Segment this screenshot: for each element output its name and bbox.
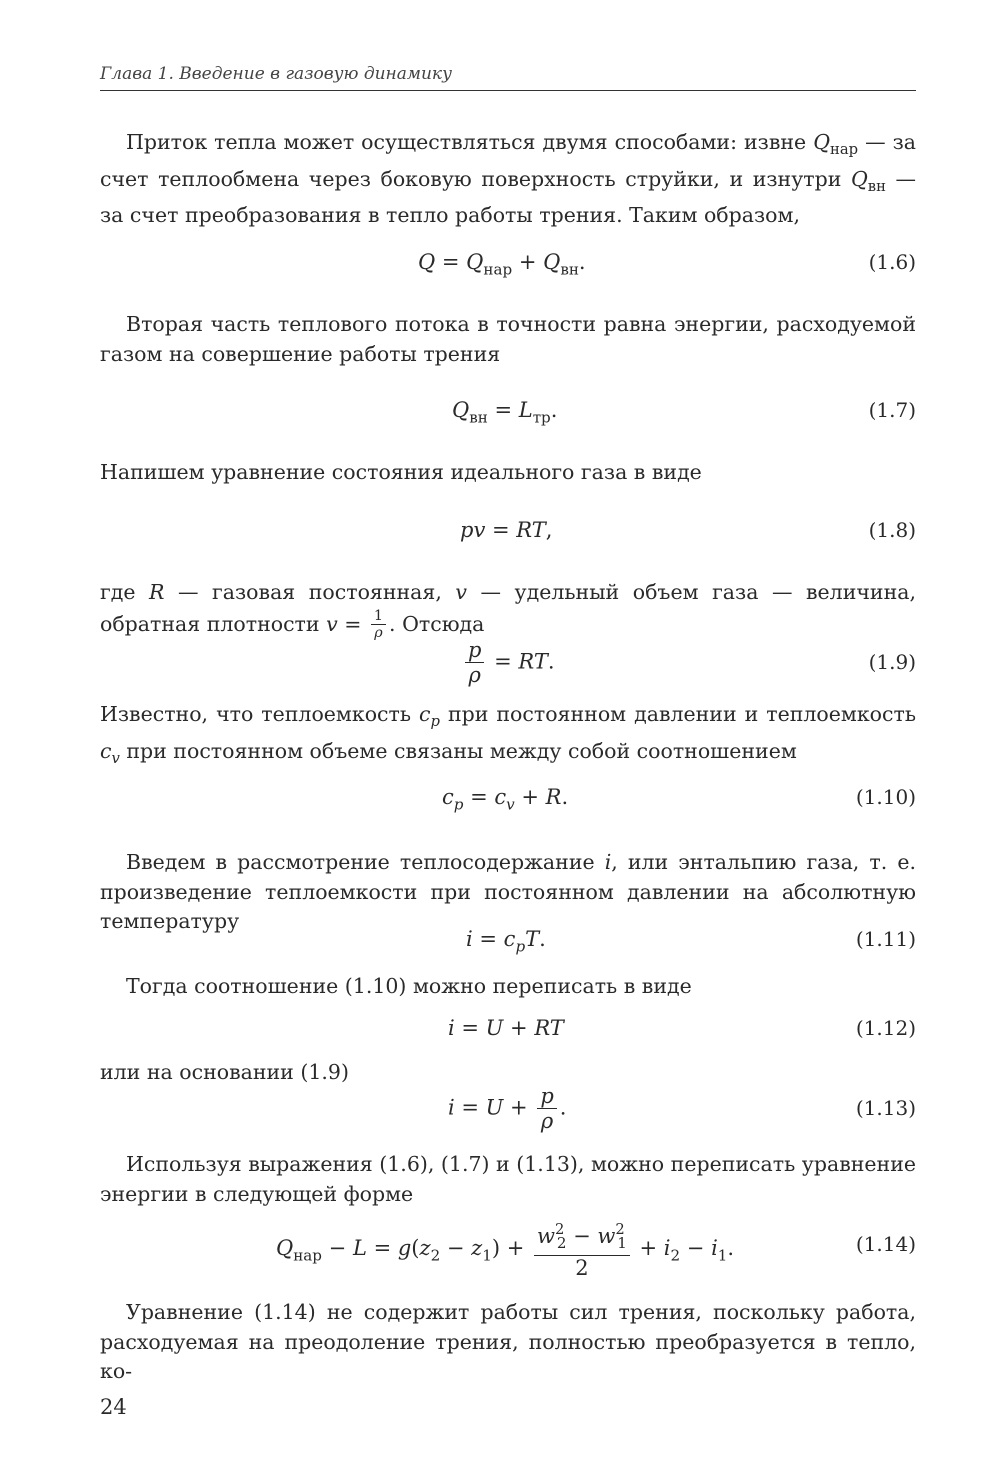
paragraph-gas-constant: где R — газовая постоянная, v — удельный объем газа — величина, обратная плотности v = $\frac{1}{\rho}$ . Отсюда <box>100 580 916 641</box>
equation-1-14 <box>100 1218 916 1280</box>
paragraph-heat-inflow: Приток тепла может осуществляться двумя способами: извне $Q_{нар}$ — за счет теплообмена через боковую поверхность струйки, и изнутри $Q_{вн}$ — за счет преобразования в тепло работы трения. Таким образом, <box>100 130 916 228</box>
equation-body: $c_p = c_v + R$. <box>442 785 569 814</box>
equation-1-7 <box>100 398 916 438</box>
equation-number: (1.11) <box>855 927 916 951</box>
paragraph-friction-work: Вторая часть теплового потока в точности равна энергии, расходуемой газом на совершение работы трения <box>100 312 916 366</box>
page-number: 24 <box>100 1395 127 1419</box>
equation-number: (1.7) <box>868 398 916 422</box>
equation-body: $Q_{нар} - L = g(z_2 - z_1)$ + $\frac{w^2_2 - w^2_1}{2}$ + $i_2 - i_1$. <box>276 1218 734 1281</box>
equation-number: (1.8) <box>868 518 916 542</box>
equation-body: $\frac{p}{\rho}$ = RT. <box>462 638 555 688</box>
equation-body: $Q = Q_{нар} + Q_{вн}$. <box>418 250 586 279</box>
equation-1-9 <box>100 638 916 694</box>
equation-number: (1.14) <box>855 1232 916 1256</box>
fraction-p-over-rho: $\frac{p}{\rho}$ <box>465 638 484 688</box>
paragraph-energy-form: Используя выражения (1.6), (1.7) и (1.13), можно переписать уравнение энергии в следующей форме <box>100 1152 916 1206</box>
paragraph-enthalpy: Введем в рассмотрение теплосодержание i, или энтальпию газа, т. е. произведение теплоемкости при постоянном давлении на абсолютную температуру <box>100 850 916 933</box>
equation-number: (1.10) <box>855 785 916 809</box>
equation-number: (1.13) <box>855 1096 916 1120</box>
equation-1-11 <box>100 927 916 967</box>
running-title: Глава 1. Введение в газовую динамику <box>100 64 452 84</box>
equation-body: $i = c_pT$. <box>466 927 546 956</box>
equation-body: pv = RT, <box>460 518 553 542</box>
equation-body: i = U + RT <box>448 1016 564 1040</box>
equation-body: $Q_{вн} = L_{тр}$. <box>452 398 558 427</box>
equation-1-6 <box>100 250 916 290</box>
fraction-one-over-rho: $\frac{1}{\rho}$ <box>371 608 386 643</box>
paragraph-rewrite: Тогда соотношение (1.10) можно переписать в виде <box>126 974 692 998</box>
paragraph-basis: или на основании (1.9) <box>100 1060 349 1084</box>
paragraph-state-equation-intro: Напишем уравнение состояния идеального газа в виде <box>100 460 702 484</box>
paragraph-heat-capacity: Известно, что теплоемкость $c_p$ при постоянном давлении и теплоемкость $c_v$ при постоянном объеме связаны между собой соотношением <box>100 702 916 767</box>
equation-number: (1.9) <box>868 650 916 674</box>
equation-1-12 <box>100 1016 916 1056</box>
equation-number: (1.6) <box>868 250 916 274</box>
equation-1-8 <box>100 518 916 558</box>
equation-body: i = U + $\frac{p}{\rho}$ . <box>448 1084 567 1134</box>
fraction-p-over-rho: $\frac{p}{\rho}$ <box>537 1084 556 1134</box>
equation-number: (1.12) <box>855 1016 916 1040</box>
running-header <box>100 64 916 91</box>
equation-1-10 <box>100 785 916 825</box>
equation-1-13 <box>100 1084 916 1144</box>
fraction-velocity-squared: $\frac{w^2_2 - w^2_1}{2}$ <box>534 1218 630 1281</box>
paragraph-friction-conclusion: Уравнение (1.14) не содержит работы сил трения, поскольку работа, расходуемая на преодоление трения, полностью преобразуется в тепло, ко- <box>100 1300 916 1383</box>
